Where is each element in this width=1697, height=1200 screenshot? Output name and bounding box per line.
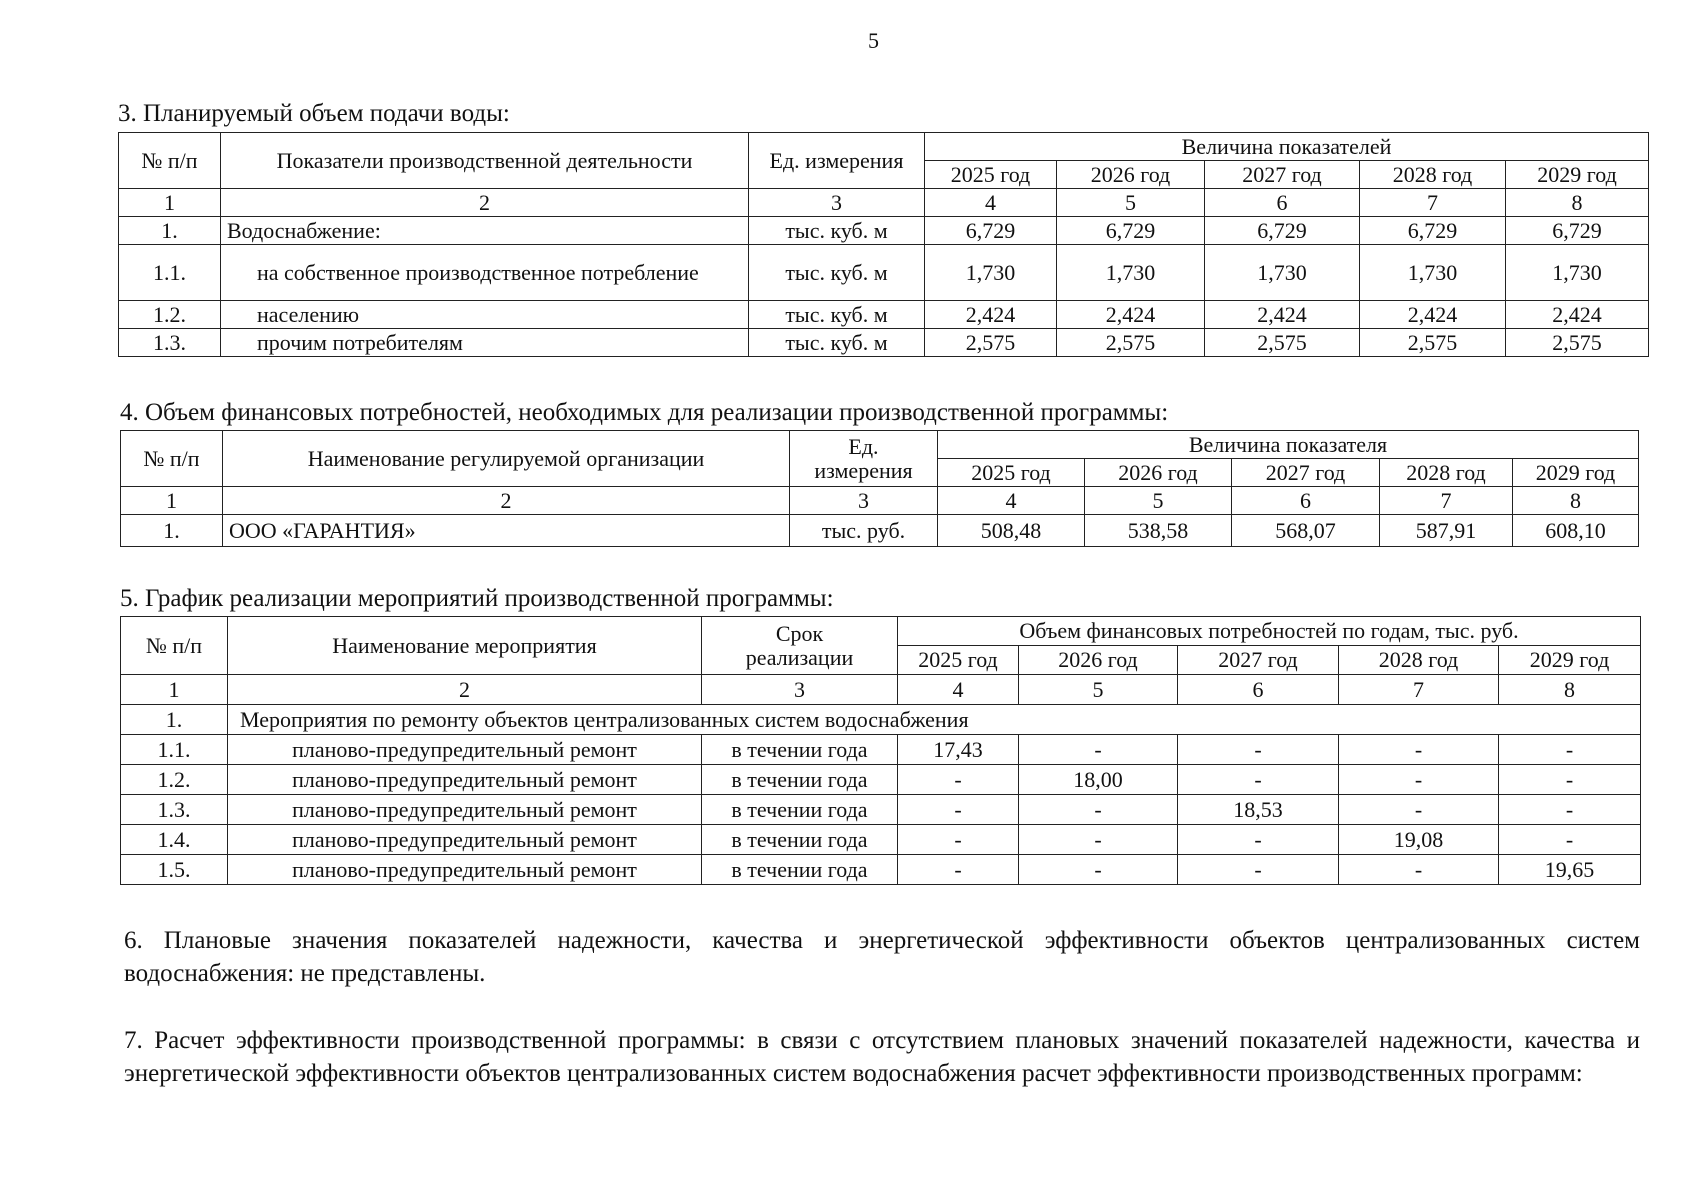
section4-title: 4. Объем финансовых потребностей, необходимых для реализации производственной программы: [120, 399, 1169, 426]
row-value: 587,91 [1380, 515, 1513, 547]
table-row [119, 301, 1649, 329]
col-number: 6 [1205, 189, 1360, 217]
row-value: 568,07 [1232, 515, 1380, 547]
row-unit: тыс. куб. м [749, 329, 925, 357]
table-row [121, 825, 1641, 855]
col-number: 8 [1506, 189, 1649, 217]
row-num: 1.5. [121, 855, 228, 885]
header-year: 2028 год [1339, 646, 1499, 675]
col-number: 6 [1232, 487, 1380, 515]
header-year: 2027 год [1178, 646, 1339, 675]
row-value: 1,730 [925, 245, 1057, 301]
header-num: № п/п [119, 133, 221, 189]
row-term: в течении года [702, 735, 898, 765]
section3-title: 3. Планируемый объем подачи воды: [118, 100, 510, 127]
col-number: 1 [121, 675, 228, 705]
header-year: 2028 год [1360, 161, 1506, 189]
row-value: 6,729 [1506, 217, 1649, 245]
page-number: 5 [868, 28, 879, 53]
row-term: в течении года [702, 855, 898, 885]
row-value: - [1339, 765, 1499, 795]
row-name: прочим потребителям [221, 329, 749, 357]
row-num: 1.1. [119, 245, 221, 301]
table-row [119, 329, 1649, 357]
row-value: - [1019, 825, 1178, 855]
header-num: № п/п [121, 617, 228, 675]
row-num: 1.4. [121, 825, 228, 855]
col-number: 7 [1360, 189, 1506, 217]
col-number: 2 [221, 189, 749, 217]
row-value: 2,424 [1506, 301, 1649, 329]
row-num: 1.3. [119, 329, 221, 357]
row-value: - [1339, 735, 1499, 765]
col-number: 8 [1499, 675, 1641, 705]
column-number-row [121, 675, 1641, 705]
row-value: - [1178, 825, 1339, 855]
col-number: 1 [119, 189, 221, 217]
row-value: 6,729 [1205, 217, 1360, 245]
row-value: - [1499, 795, 1641, 825]
row-name: планово-предупредительный ремонт [228, 765, 702, 795]
section7-text: 7. Расчет эффективности производственной программы: в связи с отсутствием плановых значений показателей надежности, качества и энергетической эффективности объектов централизованных систем водоснабжения расчет эффективности производственных программ: [124, 1027, 1640, 1087]
row-value: 538,58 [1085, 515, 1232, 547]
row-unit: тыс. куб. м [749, 301, 925, 329]
row-name: планово-предупредительный ремонт [228, 825, 702, 855]
col-number: 3 [749, 189, 925, 217]
section6-text: 6. Плановые значения показателей надежности, качества и энергетической эффективности объектов централизованных систем водоснабжения: не представлены. [124, 927, 1640, 987]
row-name: планово-предупредительный ремонт [228, 735, 702, 765]
header-term-line2: реализации [745, 644, 854, 670]
row-value: 2,424 [1205, 301, 1360, 329]
row-value: - [1019, 855, 1178, 885]
header-year: 2029 год [1513, 459, 1639, 487]
header-year: 2029 год [1499, 646, 1641, 675]
col-number: 6 [1178, 675, 1339, 705]
row-value: - [1499, 735, 1641, 765]
financial-needs-table [120, 430, 1639, 547]
row-unit: тыс. куб. м [749, 245, 925, 301]
row-name: населению [221, 301, 749, 329]
col-number: 1 [121, 487, 223, 515]
col-number: 4 [925, 189, 1057, 217]
row-unit: тыс. руб. [790, 515, 938, 547]
row-value: 2,575 [1205, 329, 1360, 357]
row-unit: тыс. куб. м [749, 217, 925, 245]
header-group: Величина показателя [938, 431, 1639, 459]
row-value: 1,730 [1360, 245, 1506, 301]
water-supply-table [118, 132, 1649, 357]
row-num: 1.1. [121, 735, 228, 765]
table-row [119, 217, 1649, 245]
header-unit: Ед. измерения [749, 133, 925, 189]
header-name: Наименование мероприятия [228, 617, 702, 675]
header-year: 2029 год [1506, 161, 1649, 189]
col-number: 4 [938, 487, 1085, 515]
header-term [702, 617, 898, 675]
row-term: в течении года [702, 765, 898, 795]
col-number: 5 [1085, 487, 1232, 515]
header-unit-line1: Ед. [848, 433, 879, 459]
header-year: 2027 год [1232, 459, 1380, 487]
group-row [121, 705, 1641, 735]
row-value: 2,424 [1057, 301, 1205, 329]
row-value: 608,10 [1513, 515, 1639, 547]
row-value: - [1339, 795, 1499, 825]
column-number-row [119, 189, 1649, 217]
row-value: - [1019, 735, 1178, 765]
row-value: 1,730 [1205, 245, 1360, 301]
table-row [121, 855, 1641, 885]
row-value: - [1019, 795, 1178, 825]
row-name: Водоснабжение: [221, 217, 749, 245]
row-value: 2,424 [1360, 301, 1506, 329]
header-group: Объем финансовых потребностей по годам, тыс. руб. [898, 617, 1641, 646]
col-number: 8 [1513, 487, 1639, 515]
row-value: 1,730 [1506, 245, 1649, 301]
section5-title: 5. График реализации мероприятий производственной программы: [120, 585, 834, 612]
table-row [121, 735, 1641, 765]
row-value: - [1499, 825, 1641, 855]
row-value: 2,575 [1360, 329, 1506, 357]
table-row [119, 245, 1649, 301]
row-term: в течении года [702, 795, 898, 825]
header-year: 2025 год [898, 646, 1019, 675]
header-term-line1: Срок [775, 620, 824, 646]
row-name: планово-предупредительный ремонт [228, 795, 702, 825]
row-name: ООО «ГАРАНТИЯ» [223, 515, 790, 547]
row-value: 2,575 [1506, 329, 1649, 357]
row-num: 1. [119, 217, 221, 245]
col-number: 5 [1057, 189, 1205, 217]
row-value: 6,729 [1057, 217, 1205, 245]
header-year: 2026 год [1019, 646, 1178, 675]
header-year: 2025 год [938, 459, 1085, 487]
row-value: 6,729 [1360, 217, 1506, 245]
row-value: - [898, 765, 1019, 795]
col-number: 4 [898, 675, 1019, 705]
row-value: 1,730 [1057, 245, 1205, 301]
table-row [121, 795, 1641, 825]
row-value: 2,575 [925, 329, 1057, 357]
row-value: 508,48 [938, 515, 1085, 547]
row-value: 2,575 [1057, 329, 1205, 357]
header-year: 2026 год [1085, 459, 1232, 487]
header-year: 2025 год [925, 161, 1057, 189]
row-value: - [1178, 855, 1339, 885]
row-value: - [898, 795, 1019, 825]
group-row-name: Мероприятия по ремонту объектов централизованных систем водоснабжения [228, 705, 1641, 735]
col-number: 2 [228, 675, 702, 705]
col-number: 3 [790, 487, 938, 515]
col-number: 7 [1339, 675, 1499, 705]
header-indicator: Показатели производственной деятельности [221, 133, 749, 189]
row-value: 18,53 [1178, 795, 1339, 825]
row-num: 1.3. [121, 795, 228, 825]
row-value: 2,424 [925, 301, 1057, 329]
table-row [121, 765, 1641, 795]
row-value: - [1499, 765, 1641, 795]
row-value: - [1178, 765, 1339, 795]
group-row-num: 1. [121, 705, 228, 735]
row-value: - [1339, 855, 1499, 885]
header-unit-line2: измерения [814, 457, 913, 483]
row-value: 17,43 [898, 735, 1019, 765]
row-num: 1.2. [119, 301, 221, 329]
column-number-row [121, 487, 1639, 515]
col-number: 2 [223, 487, 790, 515]
row-num: 1.2. [121, 765, 228, 795]
header-num: № п/п [121, 431, 223, 487]
row-term: в течении года [702, 825, 898, 855]
row-num: 1. [121, 515, 223, 547]
row-value: - [898, 825, 1019, 855]
row-value: 19,65 [1499, 855, 1641, 885]
col-number: 3 [702, 675, 898, 705]
col-number: 7 [1380, 487, 1513, 515]
header-year: 2026 год [1057, 161, 1205, 189]
header-group: Величина показателей [925, 133, 1649, 161]
schedule-table [120, 616, 1641, 885]
row-value: - [898, 855, 1019, 885]
row-name: на собственное производственное потребление [221, 245, 749, 301]
col-number: 5 [1019, 675, 1178, 705]
row-value: 6,729 [925, 217, 1057, 245]
header-unit [790, 431, 938, 487]
header-year: 2028 год [1380, 459, 1513, 487]
row-name: планово-предупредительный ремонт [228, 855, 702, 885]
row-value: - [1178, 735, 1339, 765]
row-value: 19,08 [1339, 825, 1499, 855]
table-row [121, 515, 1639, 547]
header-year: 2027 год [1205, 161, 1360, 189]
row-value: 18,00 [1019, 765, 1178, 795]
header-org: Наименование регулируемой организации [223, 431, 790, 487]
